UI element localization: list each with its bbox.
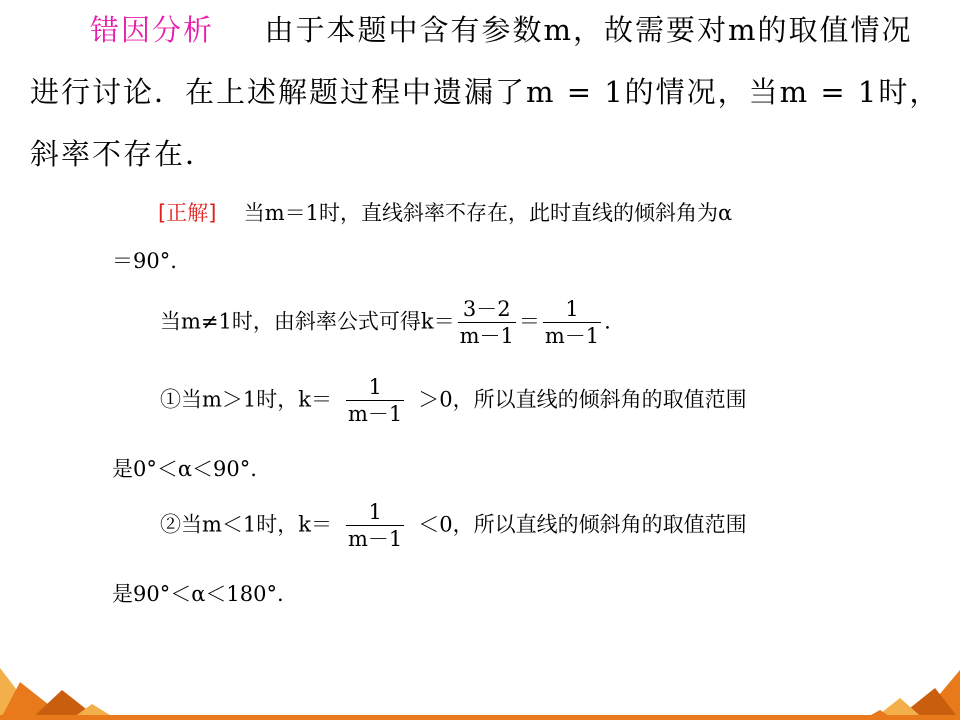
correct-solution-label: [正解]: [158, 201, 217, 225]
slope-fraction-1-denominator: m－1: [459, 324, 514, 349]
solution-text-1: 当m＝1时，直线斜率不存在，此时直线的倾斜角为α: [243, 201, 733, 225]
error-analysis-text-3: 斜率不存在．: [30, 137, 217, 171]
footer-bar: [0, 715, 960, 720]
case-1-suffix: ＞0，所以直线的倾斜角的取值范围: [418, 387, 747, 412]
slope-formula-suffix: .: [604, 309, 611, 334]
case-2-prefix: ②当m＜1时，k＝: [160, 512, 332, 537]
decorative-footer: [0, 660, 960, 720]
case-2-range: 是90°＜α＜180°.: [112, 582, 284, 606]
error-analysis-line-1: [90, 8, 912, 49]
case-1-prefix: ①当m＞1时，k＝: [160, 387, 332, 412]
error-analysis-text-2: 进行讨论．在上述解题过程中遗漏了m = 1的情况，当m = 1时，: [30, 75, 941, 109]
slope-fraction-1-numerator: 3－2: [458, 296, 516, 323]
case-1-denominator: m－1: [348, 402, 403, 427]
slope-fraction-2: [543, 296, 601, 350]
case-2-numerator: 1: [346, 499, 404, 526]
error-analysis-label: 错因分析: [90, 13, 215, 47]
case-2-fraction: [346, 499, 404, 553]
case-1-fraction: [346, 374, 404, 428]
slope-fraction-2-numerator: 1: [543, 296, 601, 323]
slope-fraction-2-denominator: m－1: [544, 324, 600, 349]
slope-equals: ＝: [518, 309, 540, 334]
error-analysis-text-1: 由于本题中含有参数m，故需要对m的取值情况: [264, 13, 913, 47]
case-1-line: [160, 374, 747, 428]
case-2-suffix: ＜0，所以直线的倾斜角的取值范围: [418, 512, 747, 537]
slope-formula-prefix: 当m≠1时，由斜率公式可得k＝: [160, 309, 455, 334]
case-1-range: 是0°＜α＜90°.: [112, 457, 257, 481]
case-2-line: [160, 499, 747, 553]
solution-text-1b: ＝90°.: [112, 249, 177, 273]
slope-formula-line: [160, 296, 611, 350]
solution-line-1: [158, 197, 732, 227]
case-1-numerator: 1: [346, 374, 404, 401]
case-2-denominator: m－1: [348, 527, 403, 552]
slope-fraction-1: [458, 296, 516, 350]
